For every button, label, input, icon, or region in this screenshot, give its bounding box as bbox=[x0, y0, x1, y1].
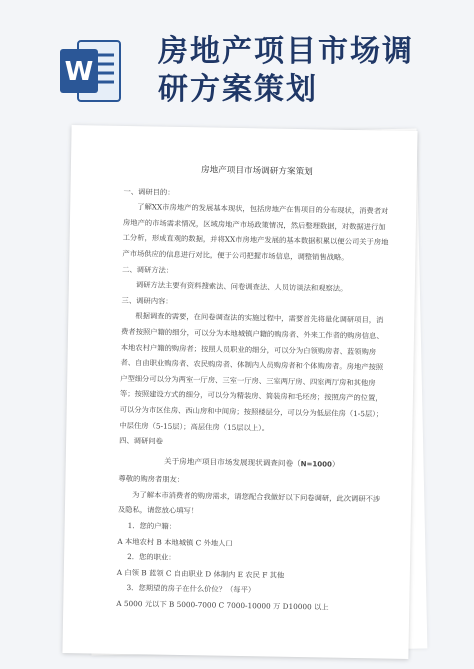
document-title: 房地产项目市场调研方案策划 bbox=[200, 165, 313, 178]
banner-title-line-1: 房地产项目市场调 bbox=[158, 34, 414, 69]
header-banner bbox=[0, 0, 474, 118]
paragraph: 调研方法主要有资料搜索法、问卷调查法、人员访谈法和观察法。 bbox=[135, 280, 348, 294]
document-body bbox=[116, 162, 390, 616]
banner-title-line-2: 研方案策划 bbox=[158, 72, 318, 107]
question-3-options: A 5000 元以下 B 5000-7000 C 7000-10000 万 D10000 以上 bbox=[116, 598, 329, 612]
section-heading: 一、调研目的： bbox=[123, 186, 175, 197]
question-2: 2．您的职业： bbox=[127, 552, 176, 563]
question-2-options: A 白领 B 蓝领 C 自由职业 D 体制内 E 农民 F 其他 bbox=[116, 567, 285, 580]
survey-intro: 为了解本市消费者的购房需求，请您配合我做好以下问卷调研，此次调研不涉及隐私，请您放心填写！ bbox=[117, 490, 381, 516]
question-1-options: A 本地农村 B 本地城镇 C 外地人口 bbox=[117, 536, 233, 548]
survey-greeting: 尊敬的购房者朋友： bbox=[118, 474, 185, 485]
word-document-icon bbox=[60, 37, 122, 105]
document-page bbox=[62, 125, 417, 659]
survey-sample-size: N=1000 bbox=[300, 459, 332, 469]
section-heading: 四、调研问卷 bbox=[119, 435, 163, 446]
section-heading: 三、调研内容： bbox=[121, 295, 173, 306]
survey-title: 关于房地产项目市场发展现状调查问卷（N=1000） bbox=[163, 456, 340, 469]
question-1: 1．您的户籍： bbox=[127, 521, 177, 531]
paragraph: 根据调查的需要，在问卷调查法的实施过程中，需要首先将量化调研项目，消费者按照户籍的细分，可以分为本地城镇户籍的购房者、外来工作者的购房信息、本地农村户籍的购房者；按照人员职业的细分，可以分为白领购房者、蓝领购房者、自由职业购房者、农民购房者、体制内人员购房者和个体购房者。房地产按照户型细分可以分为两室一厅房、三室一厅房、三室两厅房、四室两厅房和其他房等；按照建设方式的细分，可以分为精装房、简装房和毛坯房；按照房产的位置，可以分为市区住房、西山房和中间房；按照楼层分，可以分为低层住房（1-5层）；中层住房（5-15层）；高层住房（15层以上）。 bbox=[119, 311, 384, 433]
logo-letter: W bbox=[64, 57, 94, 87]
paragraph: 了解XX市房地产的发展基本现状，包括房地产在售项目的分布现状，消费者对房地产的市场需求情况，区域房地产市场政策情况，然后整理数据，对数据进行加工分析，形成直观的数据，并将XX市房地产发展的基本数据积累以便公司关于房地产市场供应的信息进行对比，便于公司把握市场信息，调整销售战略。 bbox=[122, 202, 389, 262]
question-3: 3．您期望的房子在什么价位？（每平） bbox=[126, 583, 256, 595]
section-heading: 二、调研方法： bbox=[122, 264, 174, 275]
